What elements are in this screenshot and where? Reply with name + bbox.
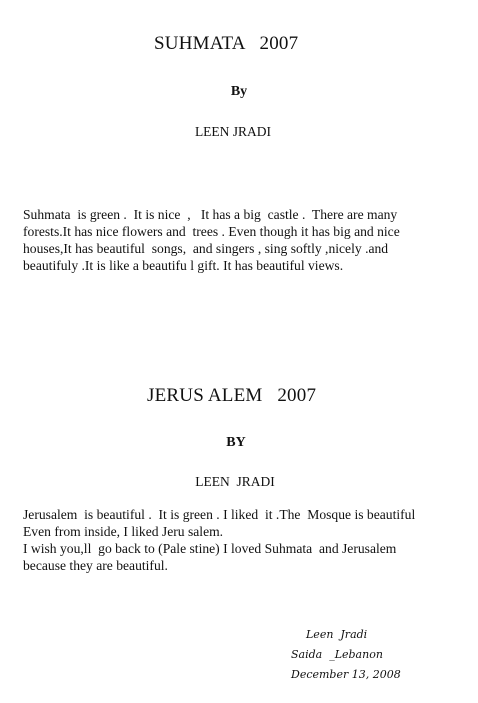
signature-date: December 13, 2008 xyxy=(291,668,401,681)
section1-by: By xyxy=(230,84,248,99)
section1-author: LEEN JRADI xyxy=(194,124,272,139)
paragraph-line: Jerusalem is beautiful . It is green . I liked it .The Mosque is beautiful xyxy=(23,507,416,522)
section2-title: JERUS ALEM 2007 xyxy=(147,385,317,406)
signature-place: Saida _Lebanon xyxy=(291,648,383,661)
paragraph-line: beautifuly .It is like a beautifu l gift. It has beautiful views. xyxy=(23,258,344,273)
section1-paragraph xyxy=(23,206,473,274)
signature-name: Leen Jradi xyxy=(306,628,368,641)
paragraph-line: I wish you,ll go back to (Pale stine) I loved Suhmata and Jerusalem xyxy=(23,541,397,556)
section2-author: LEEN JRADI xyxy=(195,474,275,489)
paragraph-line: because they are beautiful. xyxy=(23,558,168,573)
paragraph-line: Even from inside, I liked Jeru salem. xyxy=(23,524,224,539)
section1-title: SUHMATA 2007 xyxy=(154,33,299,54)
paragraph-line: forests.It has nice flowers and trees . Even though it has big and nice xyxy=(23,224,400,239)
paragraph-line: Suhmata is green . It is nice , It has a big castle . There are many xyxy=(23,207,398,222)
paragraph-line: houses,It has beautiful songs, and singers , sing softly ,nicely .and xyxy=(23,241,389,256)
section2-by: BY xyxy=(226,435,246,450)
section2-paragraph xyxy=(23,506,473,574)
